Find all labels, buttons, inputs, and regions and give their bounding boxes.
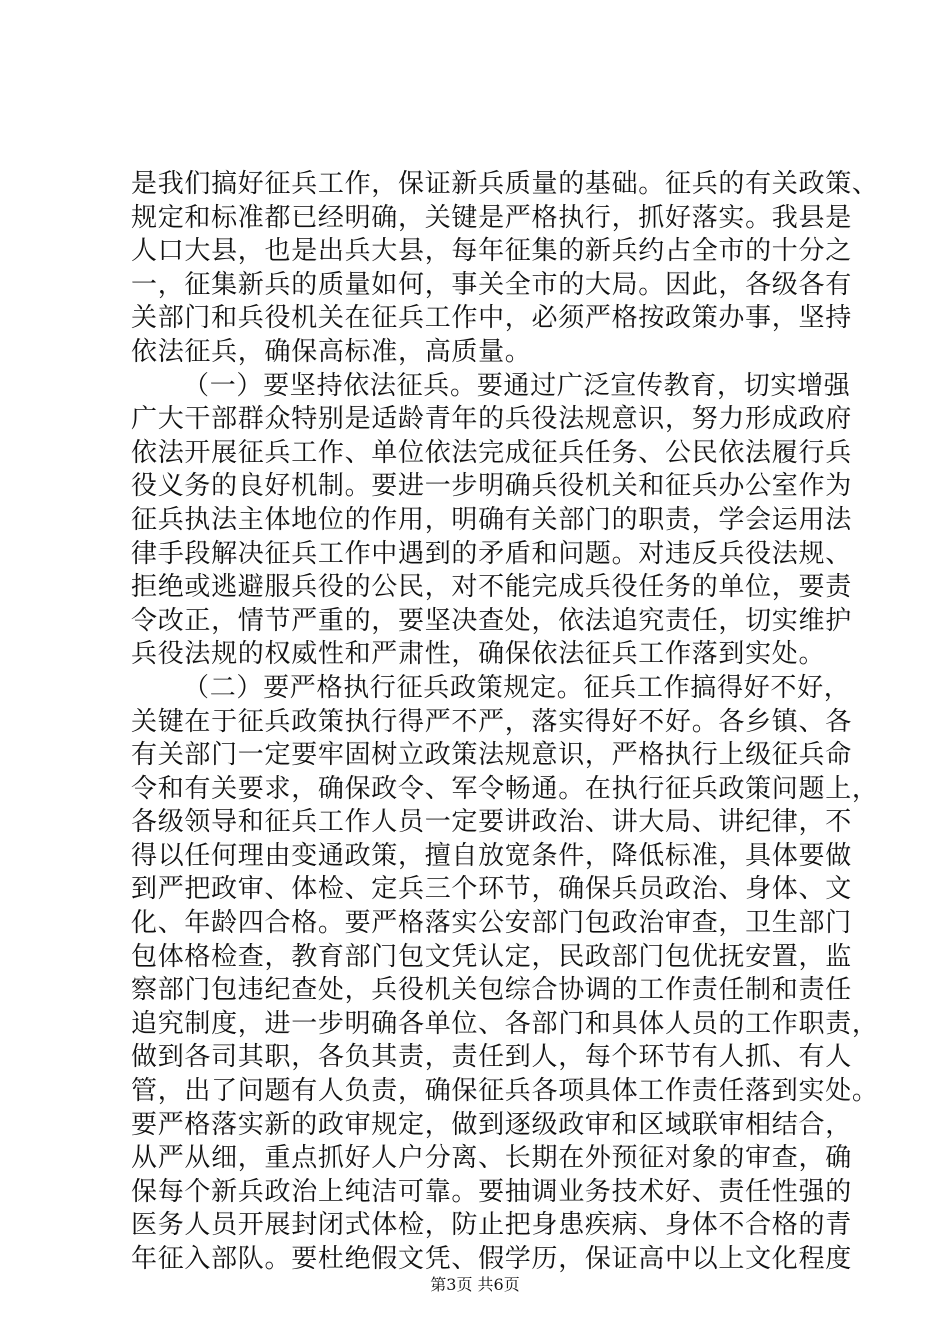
text-line: 包体格检查，教育部门包文凭认定，民政部门包优抚安置，监 [131, 941, 852, 972]
text-line: 到严把政审、体检、定兵三个环节，确保兵员政治、身体、文 [131, 874, 852, 905]
text-line: 各级领导和征兵工作人员一定要讲政治、讲大局、讲纪律，不 [131, 807, 852, 838]
text-line: 兵役法规的权威性和严肃性，确保依法征兵工作落到实处。 [131, 639, 826, 670]
text-line: 役义务的良好机制。要进一步明确兵役机关和征兵办公室作为 [131, 471, 852, 502]
text-line: 察部门包违纪查处，兵役机关包综合协调的工作责任制和责任 [131, 975, 852, 1006]
text-line: 律手段解决征兵工作中遇到的矛盾和问题。对违反兵役法规、 [131, 538, 852, 569]
text-line: 得以任何理由变通政策，擅自放宽条件，降低标准，具体要做 [131, 840, 852, 871]
text-line: 是我们搞好征兵工作，保证新兵质量的基础。征兵的有关政策、 [131, 169, 879, 199]
text-line: 令和有关要求，确保政令、军令畅通。在执行征兵政策问题上， [131, 773, 879, 804]
text-line: 管，出了问题有人负责，确保征兵各项具体工作责任落到实处。 [131, 1076, 879, 1107]
text-line: 规定和标准都已经明确，关键是严格执行，抓好落实。我县是 [131, 202, 852, 233]
text-line: 征兵执法主体地位的作用，明确有关部门的职责，学会运用法 [131, 504, 852, 535]
text-line: 关部门和兵役机关在征兵工作中，必须严格按政策办事，坚持 [131, 303, 852, 334]
text-line: 关键在于征兵政策执行得严不严，落实得好不好。各乡镇、各 [131, 706, 852, 737]
text-line: 年征入部队。要杜绝假文凭、假学历，保证高中以上文化程度 [131, 1244, 852, 1274]
text-line: 广大干部群众特别是适龄青年的兵役法规意识，努力形成政府 [131, 404, 852, 435]
text-line: 有关部门一定要牢固树立政策法规意识，严格执行上级征兵命 [131, 740, 852, 771]
paragraph-first-line: （一）要坚持依法征兵。要通过广泛宣传教育，切实增强 [183, 370, 851, 401]
text-line: 令改正，情节严重的，要坚决查处，依法追究责任，切实维护 [131, 605, 852, 636]
body-text [131, 168, 879, 1277]
text-line: 依法开展征兵工作、单位依法完成征兵任务、公民依法履行兵 [131, 437, 852, 468]
text-line: 从严从细，重点抓好人户分离、长期在外预征对象的审查，确 [131, 1143, 852, 1174]
text-line: 追究制度，进一步明确各单位、各部门和具体人员的工作职责， [131, 1008, 879, 1039]
text-line: 化、年龄四合格。要严格落实公安部门包政治审查，卫生部门 [131, 908, 852, 939]
text-line: 依法征兵，确保高标准，高质量。 [131, 336, 532, 367]
text-line: 一，征集新兵的质量如何，事关全市的大局。因此，各级各有 [131, 269, 852, 300]
paragraph-first-line: （二）要严格执行征兵政策规定。征兵工作搞得好不好， [183, 672, 851, 703]
text-line: 做到各司其职，各负其责，责任到人，每个环节有人抓、有人 [131, 1042, 852, 1073]
text-line: 要严格落实新的政审规定，做到逐级政审和区域联审相结合， [131, 1109, 852, 1140]
text-line: 拒绝或逃避服兵役的公民，对不能完成兵役任务的单位，要责 [131, 572, 852, 603]
text-line: 人口大县，也是出兵大县，每年征集的新兵约占全市的十分之 [131, 236, 852, 267]
text-line: 医务人员开展封闭式体检，防止把身患疾病、身体不合格的青 [131, 1210, 852, 1241]
page-number-footer: 第3页 共6页 [430, 1275, 520, 1294]
text-line: 保每个新兵政治上纯洁可靠。要抽调业务技术好、责任性强的 [131, 1176, 852, 1207]
